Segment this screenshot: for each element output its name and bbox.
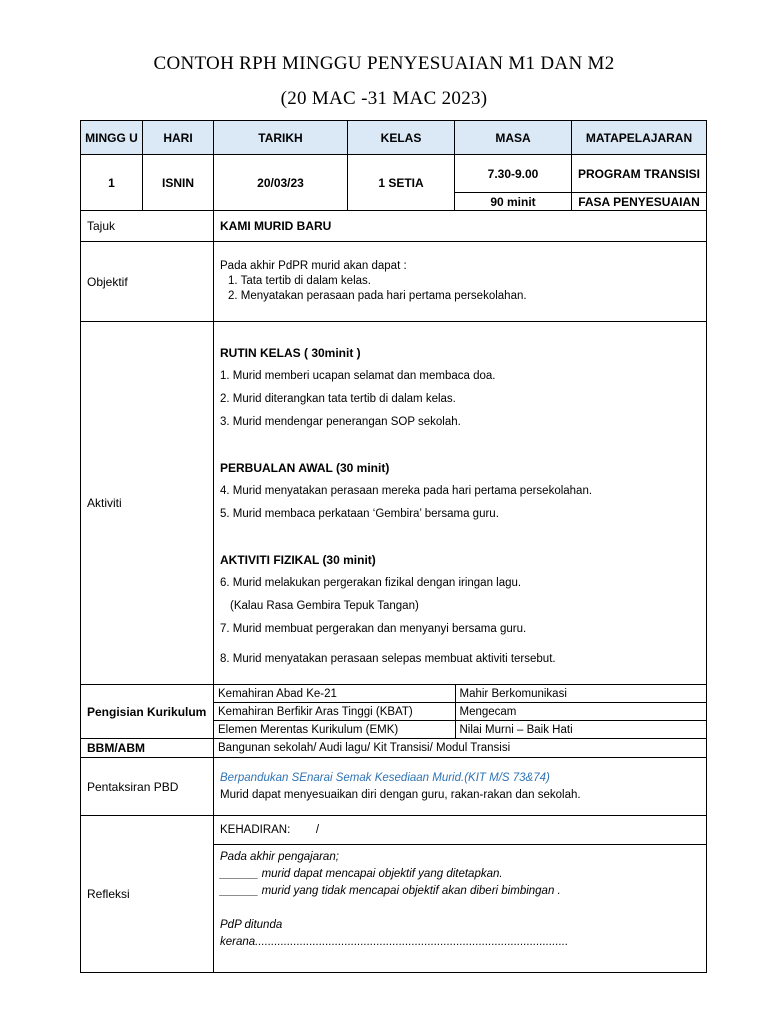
tajuk-row xyxy=(81,211,707,242)
document-subtitle: (20 MAC -31 MAC 2023) xyxy=(280,88,488,109)
tajuk-label: Tajuk xyxy=(81,211,214,242)
header-row xyxy=(81,121,707,155)
activity-item: 1. Murid memberi ucapan selamat dan membaca doa. xyxy=(220,370,496,382)
section-heading: RUTIN KELAS ( 30minit ) xyxy=(220,346,361,360)
pentaksiran-content xyxy=(214,758,707,816)
activity-item: 6. Murid melakukan pergerakan fizikal dengan iringan lagu. xyxy=(220,577,522,589)
cell-tarikh: 20/03/23 xyxy=(214,155,348,211)
objektif-item: 2. Menyatakan perasaan pada hari pertama persekolahan. xyxy=(228,290,527,302)
objektif-row xyxy=(81,242,707,322)
activity-item: 3. Murid mendengar penerangan SOP sekolah. xyxy=(220,416,461,428)
section-heading: PERBUALAN AWAL (30 minit) xyxy=(220,461,390,475)
info-row xyxy=(81,155,707,193)
pengisian-right: Mengecam xyxy=(455,703,706,721)
pengisian-content xyxy=(214,685,707,739)
cell-subject: PROGRAM TRANSISI xyxy=(572,155,707,193)
refleksi-label: Refleksi xyxy=(81,816,214,973)
pengisian-label: Pengisian Kurikulum xyxy=(81,685,214,739)
objektif-intro: Pada akhir PdPR murid akan dapat : xyxy=(220,260,407,272)
objektif-label: Objektif xyxy=(81,242,214,322)
section-heading: AKTIVITI FIZIKAL (30 minit) xyxy=(220,553,376,567)
activity-item: 7. Murid membuat pergerakan dan menyanyi bersama guru. xyxy=(220,623,527,635)
spacer xyxy=(220,900,700,917)
cell-phase: FASA PENYESUAIAN xyxy=(572,193,707,211)
pengisian-left: Kemahiran Abad Ke-21 xyxy=(214,685,455,703)
refleksi-line: kerana.................................................................................................. xyxy=(220,936,569,948)
refleksi-notes xyxy=(214,845,706,951)
cell-masa-time: 7.30-9.00 xyxy=(455,155,572,193)
pentaksiran-line: Berpandukan SEnarai Semak Kesediaan Murid.(KIT M/S 73&74) xyxy=(220,771,550,784)
objektif-content xyxy=(214,242,707,322)
pentaksiran-row xyxy=(81,758,707,816)
pengisian-left: Elemen Merentas Kurikulum (EMK) xyxy=(214,721,455,739)
tajuk-value: KAMI MURID BARU xyxy=(214,211,707,242)
header-kelas: KELAS xyxy=(348,121,455,155)
refleksi-line: PdP ditunda xyxy=(220,919,283,931)
bbm-row xyxy=(81,739,707,758)
cell-minggu: 1 xyxy=(81,155,143,211)
header-masa: MASA xyxy=(455,121,572,155)
header-minggu: MINGG U xyxy=(81,121,143,155)
pentaksiran-line: Murid dapat menyesuaikan diri dengan guru, rakan-rakan dan sekolah. xyxy=(220,788,581,801)
refleksi-row xyxy=(81,816,707,973)
cell-masa-duration: 90 minit xyxy=(455,193,572,211)
cell-hari: ISNIN xyxy=(143,155,214,211)
kehadiran-field: KEHADIRAN: / xyxy=(214,816,706,845)
header-matapelajaran: MATAPELAJARAN xyxy=(572,121,707,155)
pengisian-left: Kemahiran Berfikir Aras Tinggi (KBAT) xyxy=(214,703,455,721)
pengisian-row xyxy=(81,685,707,739)
activity-item: 8. Murid menyatakan perasaan selepas membuat aktiviti tersebut. xyxy=(220,653,556,665)
document-title: CONTOH RPH MINGGU PENYESUAIAN M1 DAN M2 xyxy=(153,53,615,74)
cell-kelas: 1 SETIA xyxy=(348,155,455,211)
refleksi-line: Pada akhir pengajaran; xyxy=(220,851,339,863)
aktiviti-label: Aktiviti xyxy=(81,322,214,685)
objektif-item: 1. Tata tertib di dalam kelas. xyxy=(228,275,371,287)
activity-item: 5. Murid membaca perkataan ‘Gembira’ bersama guru. xyxy=(220,508,499,520)
aktiviti-row xyxy=(81,322,707,685)
refleksi-content xyxy=(214,816,707,973)
activity-item: 2. Murid diterangkan tata tertib di dalam kelas. xyxy=(220,393,456,405)
pentaksiran-label: Pentaksiran PBD xyxy=(81,758,214,816)
refleksi-line: ______ murid dapat mencapai objektif yang ditetapkan. xyxy=(220,868,503,880)
refleksi-line: ______ murid yang tidak mencapai objektif akan diberi bimbingan . xyxy=(220,885,561,897)
header-tarikh: TARIKH xyxy=(214,121,348,155)
aktiviti-content xyxy=(214,322,707,685)
activity-item: (Kalau Rasa Gembira Tepuk Tangan) xyxy=(230,600,419,612)
pengisian-table xyxy=(214,685,706,738)
bbm-value: Bangunan sekolah/ Audi lagu/ Kit Transisi/ Modul Transisi xyxy=(214,739,707,758)
pengisian-right: Nilai Murni – Baik Hati xyxy=(455,721,706,739)
pengisian-right: Mahir Berkomunikasi xyxy=(455,685,706,703)
header-hari: HARI xyxy=(143,121,214,155)
pengisian-item xyxy=(214,703,706,721)
activity-item: 4. Murid menyatakan perasaan mereka pada hari pertama persekolahan. xyxy=(220,485,593,497)
pengisian-item xyxy=(214,721,706,739)
rph-table xyxy=(80,120,707,973)
bbm-label: BBM/ABM xyxy=(81,739,214,758)
pengisian-item xyxy=(214,685,706,703)
